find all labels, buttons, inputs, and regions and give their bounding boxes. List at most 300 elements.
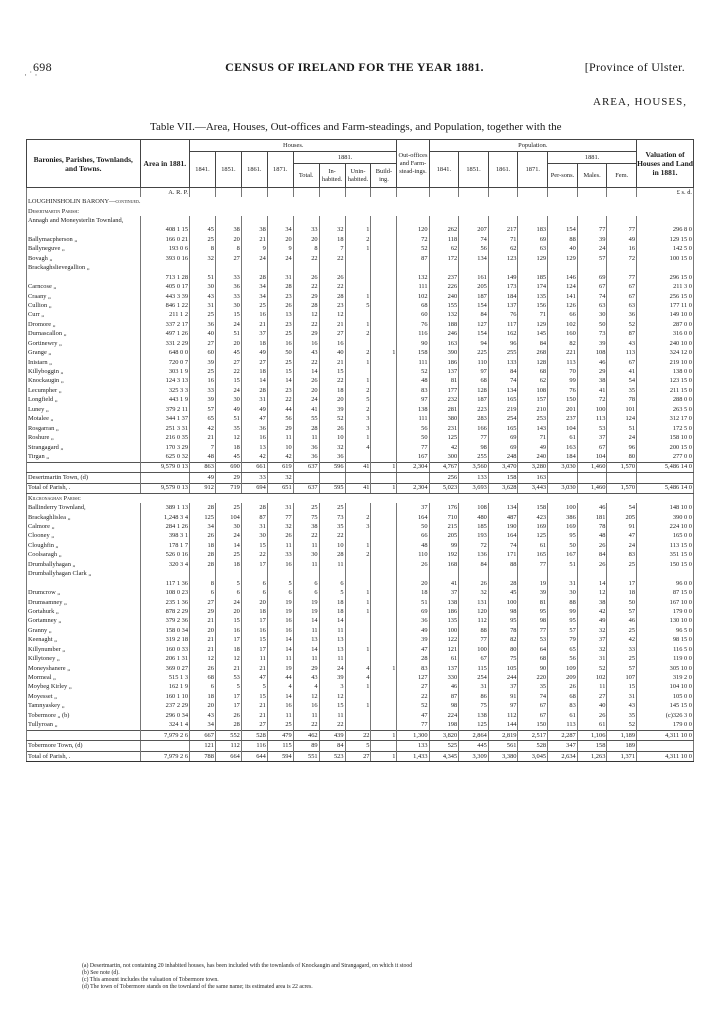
- data-cell: 8: [293, 245, 319, 254]
- data-cell: [607, 473, 637, 483]
- data-cell: 51: [190, 273, 216, 282]
- data-cell: 83: [397, 664, 429, 673]
- data-cell: 52: [319, 415, 345, 424]
- units-lsd: £ s. d.: [637, 188, 694, 198]
- data-cell: 20: [319, 396, 345, 405]
- data-cell: 165: [488, 396, 518, 405]
- area-cell: 720 0 7: [140, 358, 189, 367]
- col-building: Build-ing.: [371, 164, 397, 188]
- row-label: Drumcrow „: [27, 588, 141, 597]
- row-label: Desertmartin Town, (d): [27, 473, 141, 483]
- data-cell: 76: [548, 386, 578, 395]
- data-cell: 28: [241, 503, 267, 512]
- data-cell: 5: [215, 579, 241, 588]
- row-label: Ballyneguve „: [27, 245, 141, 254]
- data-cell: 1,263: [577, 751, 607, 761]
- data-cell: [345, 264, 371, 273]
- data-cell: 77: [607, 273, 637, 282]
- data-cell: 87: [429, 692, 459, 701]
- row-label: [27, 273, 141, 282]
- table-row: [27, 654, 694, 663]
- data-cell: [518, 264, 548, 273]
- data-cell: 136: [459, 551, 489, 560]
- data-cell: 68: [190, 673, 216, 682]
- data-cell: 51: [548, 560, 578, 569]
- data-cell: [371, 254, 397, 263]
- data-cell: 237: [548, 415, 578, 424]
- data-cell: 33: [293, 226, 319, 235]
- col-persons: Per-sons.: [548, 164, 578, 188]
- data-cell: 90: [518, 664, 548, 673]
- row-label: Strangagard „: [27, 443, 141, 452]
- data-cell: 1,106: [577, 730, 607, 740]
- data-cell: 160: [548, 330, 578, 339]
- table-row: [27, 664, 694, 673]
- data-cell: 34: [190, 721, 216, 731]
- data-cell: 50: [548, 541, 578, 550]
- data-cell: 16: [607, 245, 637, 254]
- data-cell: 710: [429, 513, 459, 522]
- data-cell: 262: [429, 226, 459, 235]
- data-cell: 305 10 0: [637, 664, 694, 673]
- area-cell: 319 2 18: [140, 636, 189, 645]
- data-cell: 20: [397, 579, 429, 588]
- data-cell: 3,470: [488, 462, 518, 472]
- data-cell: 21: [241, 320, 267, 329]
- data-cell: 187: [459, 396, 489, 405]
- data-cell: [429, 570, 459, 579]
- data-cell: 11: [267, 711, 293, 720]
- data-cell: 31: [241, 522, 267, 531]
- data-cell: 40: [319, 348, 345, 357]
- data-cell: 52: [397, 367, 429, 376]
- data-cell: 35: [607, 711, 637, 720]
- area-cell: 398 3 1: [140, 532, 189, 541]
- data-cell: [429, 264, 459, 273]
- data-cell: 158 10 0: [637, 433, 694, 442]
- data-cell: 154: [459, 301, 489, 310]
- table-row: [27, 452, 694, 462]
- data-cell: 18: [241, 367, 267, 376]
- data-cell: 189: [607, 741, 637, 751]
- table-row: [27, 513, 694, 522]
- data-cell: 54: [607, 503, 637, 512]
- data-cell: 38: [293, 522, 319, 531]
- data-cell: 67: [518, 702, 548, 711]
- data-cell: 70: [548, 367, 578, 376]
- data-cell: 45: [215, 348, 241, 357]
- data-cell: 76: [397, 320, 429, 329]
- data-cell: 36: [293, 443, 319, 452]
- data-cell: [371, 415, 397, 424]
- data-cell: 20: [215, 339, 241, 348]
- data-cell: 188: [429, 320, 459, 329]
- data-cell: 15: [319, 702, 345, 711]
- data-cell: 263 5 0: [637, 405, 694, 414]
- data-cell: [345, 254, 371, 263]
- data-cell: [371, 282, 397, 291]
- data-cell: 90: [397, 339, 429, 348]
- data-cell: 22: [397, 692, 429, 701]
- footnotes: [82, 963, 412, 991]
- data-cell: 14: [293, 645, 319, 654]
- data-cell: [293, 570, 319, 579]
- data-cell: 25: [607, 654, 637, 663]
- data-cell: 137: [429, 664, 459, 673]
- table-row: [27, 235, 694, 244]
- area-cell: 170 3 29: [140, 443, 189, 452]
- data-cell: 4,311 10 0: [637, 730, 694, 740]
- data-cell: [371, 626, 397, 635]
- data-cell: 35: [215, 424, 241, 433]
- data-cell: 595: [319, 483, 345, 493]
- data-cell: 31: [241, 396, 267, 405]
- data-cell: 528: [518, 741, 548, 751]
- col-inhabited: In-habited.: [319, 164, 345, 188]
- area-cell: 320 3 4: [140, 560, 189, 569]
- data-cell: 21: [190, 617, 216, 626]
- data-cell: 525: [429, 741, 459, 751]
- data-cell: 104: [215, 513, 241, 522]
- data-cell: 386: [548, 513, 578, 522]
- data-cell: 75: [293, 513, 319, 522]
- data-cell: 154: [459, 330, 489, 339]
- data-cell: 96 5 0: [637, 626, 694, 635]
- data-cell: 124: [548, 282, 578, 291]
- row-label: Moybeg Kirley „: [27, 683, 141, 692]
- data-cell: 619: [267, 462, 293, 472]
- data-cell: 98: [518, 617, 548, 626]
- data-cell: 22: [215, 367, 241, 376]
- data-cell: [637, 741, 694, 751]
- table-row: [27, 462, 694, 472]
- data-cell: 100 15 0: [637, 254, 694, 263]
- data-cell: 25: [607, 560, 637, 569]
- data-cell: [371, 522, 397, 531]
- data-cell: [371, 741, 397, 751]
- data-cell: 25: [241, 301, 267, 310]
- data-cell: [371, 311, 397, 320]
- data-cell: [371, 673, 397, 682]
- data-cell: 113: [577, 415, 607, 424]
- area-cell: 178 1 7: [140, 541, 189, 550]
- table-row: [27, 473, 694, 483]
- area-cell: 124 3 13: [140, 377, 189, 386]
- data-cell: 149: [488, 273, 518, 282]
- data-cell: 39: [577, 339, 607, 348]
- table-row: [27, 443, 694, 452]
- data-cell: 1,433: [397, 751, 429, 761]
- data-cell: 105 0 0: [637, 692, 694, 701]
- data-cell: 74: [518, 692, 548, 701]
- row-label: Calmore „: [27, 522, 141, 531]
- data-cell: 47: [241, 415, 267, 424]
- data-cell: 167 10 0: [637, 598, 694, 607]
- data-cell: [371, 607, 397, 616]
- data-cell: 29: [293, 664, 319, 673]
- data-cell: 15: [267, 367, 293, 376]
- data-cell: 47: [607, 532, 637, 541]
- data-cell: 49: [607, 235, 637, 244]
- data-cell: 14: [267, 377, 293, 386]
- data-cell: 22: [267, 396, 293, 405]
- data-cell: 68: [548, 692, 578, 701]
- data-cell: 112: [215, 741, 241, 751]
- data-cell: 121: [190, 741, 216, 751]
- data-cell: 25: [267, 358, 293, 367]
- data-cell: [293, 473, 319, 483]
- data-cell: 36: [190, 320, 216, 329]
- data-cell: 561: [488, 741, 518, 751]
- row-label: Moneyshanere „: [27, 664, 141, 673]
- data-cell: 146: [548, 273, 578, 282]
- data-cell: 20: [267, 235, 293, 244]
- data-cell: 84: [319, 741, 345, 751]
- footnote: (d) The town of Tobermore stands on the townland of the same name; its estimated area is 22 acres.: [82, 984, 313, 990]
- data-cell: 11: [293, 541, 319, 550]
- data-cell: [293, 264, 319, 273]
- area-cell: 526 0 16: [140, 551, 189, 560]
- data-cell: [345, 617, 371, 626]
- data-cell: 113: [607, 348, 637, 357]
- data-cell: [459, 570, 489, 579]
- data-cell: 132: [397, 273, 429, 282]
- data-cell: 6: [293, 579, 319, 588]
- data-cell: 14: [267, 645, 293, 654]
- table-row: [27, 522, 694, 531]
- data-cell: 110: [459, 358, 489, 367]
- data-cell: 77: [459, 433, 489, 442]
- data-cell: 60: [190, 348, 216, 357]
- area-cell: 497 1 26: [140, 330, 189, 339]
- data-cell: 17: [241, 617, 267, 626]
- data-cell: 83: [548, 702, 578, 711]
- data-cell: 138: [429, 598, 459, 607]
- data-cell: 26: [397, 560, 429, 569]
- table-row: [27, 588, 694, 597]
- data-cell: 125: [459, 721, 489, 731]
- data-cell: 41: [345, 462, 371, 472]
- table-row: [27, 692, 694, 701]
- row-label: [27, 462, 141, 472]
- data-cell: 462: [293, 730, 319, 740]
- area-cell: 324 1 4: [140, 721, 189, 731]
- data-cell: 28: [319, 551, 345, 560]
- data-cell: 113: [548, 721, 578, 731]
- data-cell: 21: [241, 235, 267, 244]
- data-cell: [371, 358, 397, 367]
- data-cell: 190: [488, 522, 518, 531]
- data-cell: 300: [429, 452, 459, 462]
- data-cell: 219 10 0: [637, 358, 694, 367]
- area-cell: 515 1 3: [140, 673, 189, 682]
- data-cell: 33: [241, 473, 267, 483]
- data-cell: 637: [293, 483, 319, 493]
- data-cell: 95: [548, 617, 578, 626]
- data-cell: 33: [215, 273, 241, 282]
- data-cell: 49: [397, 626, 429, 635]
- data-cell: 24: [607, 433, 637, 442]
- data-cell: 50: [267, 348, 293, 357]
- data-cell: [319, 570, 345, 579]
- table-row: [27, 617, 694, 626]
- page-title: CENSUS OF IRELAND FOR THE YEAR 1881.: [225, 60, 484, 74]
- data-cell: 18: [607, 588, 637, 597]
- area-cell: 337 2 17: [140, 320, 189, 329]
- data-cell: 53: [577, 424, 607, 433]
- data-cell: [371, 367, 397, 376]
- data-cell: [345, 579, 371, 588]
- row-label: Longfield „: [27, 396, 141, 405]
- data-cell: 25: [215, 503, 241, 512]
- data-cell: [429, 216, 459, 225]
- data-cell: 135: [429, 617, 459, 626]
- data-cell: 98: [429, 702, 459, 711]
- data-cell: 26: [577, 560, 607, 569]
- col-p1881: 1881.: [548, 152, 637, 164]
- data-cell: 28: [293, 301, 319, 310]
- data-cell: 193: [459, 532, 489, 541]
- data-cell: 63: [607, 301, 637, 310]
- data-cell: 74: [488, 377, 518, 386]
- data-cell: 56: [267, 415, 293, 424]
- data-cell: 13: [319, 645, 345, 654]
- data-cell: [488, 570, 518, 579]
- data-cell: 116: [397, 330, 429, 339]
- data-cell: 155: [429, 301, 459, 310]
- row-label: [27, 226, 141, 235]
- data-cell: 111: [397, 282, 429, 291]
- data-cell: [637, 570, 694, 579]
- data-cell: 66: [548, 311, 578, 320]
- data-cell: 2: [345, 348, 371, 357]
- data-cell: 78: [488, 626, 518, 635]
- data-cell: 26: [319, 424, 345, 433]
- data-cell: 19: [293, 607, 319, 616]
- data-cell: 174: [518, 282, 548, 291]
- data-cell: [371, 551, 397, 560]
- data-cell: 186: [429, 358, 459, 367]
- data-cell: 22: [241, 551, 267, 560]
- col-h1851: 1851.: [215, 152, 241, 188]
- data-cell: 30: [190, 282, 216, 291]
- data-cell: 11: [319, 626, 345, 635]
- table-row: [27, 405, 694, 414]
- data-cell: 21: [190, 645, 216, 654]
- data-cell: 21: [190, 433, 216, 442]
- data-cell: 138: [459, 711, 489, 720]
- data-cell: 16: [267, 626, 293, 635]
- data-cell: [371, 702, 397, 711]
- data-cell: 164: [397, 513, 429, 522]
- data-cell: 49: [190, 473, 216, 483]
- data-cell: 36: [607, 311, 637, 320]
- area-cell: 296 0 34: [140, 711, 189, 720]
- data-cell: [267, 216, 293, 225]
- data-cell: 27: [215, 254, 241, 263]
- data-cell: 55: [293, 415, 319, 424]
- table-row: [27, 245, 694, 254]
- data-cell: 210: [518, 405, 548, 414]
- data-cell: 5: [319, 588, 345, 597]
- data-cell: 25: [215, 551, 241, 560]
- data-cell: [371, 473, 397, 483]
- data-cell: [345, 654, 371, 663]
- data-cell: 27: [577, 692, 607, 701]
- data-cell: 209: [548, 673, 578, 682]
- data-cell: 28: [267, 282, 293, 291]
- data-cell: 15: [607, 683, 637, 692]
- data-cell: 12: [319, 311, 345, 320]
- data-cell: 219: [488, 405, 518, 414]
- data-cell: 11: [293, 711, 319, 720]
- data-cell: 48: [577, 532, 607, 541]
- data-cell: 16: [241, 626, 267, 635]
- data-cell: 637: [293, 462, 319, 472]
- data-cell: [371, 396, 397, 405]
- data-cell: 65: [548, 645, 578, 654]
- data-cell: 23: [267, 386, 293, 395]
- data-cell: 16: [267, 617, 293, 626]
- col-area: Area in 1881.: [140, 140, 189, 188]
- data-cell: 49: [577, 617, 607, 626]
- data-cell: 43: [190, 292, 216, 301]
- row-label: Gortahurk „: [27, 607, 141, 616]
- area-cell: 108 0 23: [140, 588, 189, 597]
- section-label: LOUGHINSHOLIN BARONY—continued.: [27, 197, 694, 206]
- col-h1861: 1861.: [241, 152, 267, 188]
- data-cell: 231: [429, 424, 459, 433]
- data-cell: 15: [241, 636, 267, 645]
- data-cell: 25: [190, 235, 216, 244]
- data-cell: 27: [190, 339, 216, 348]
- data-cell: 38: [215, 226, 241, 235]
- data-cell: 15: [241, 541, 267, 550]
- table-row: [27, 741, 694, 751]
- area-cell: 379 2 11: [140, 405, 189, 414]
- footnote: (b) See note (d).: [82, 970, 120, 976]
- data-cell: 56: [548, 654, 578, 663]
- area-cell: 235 1 36: [140, 598, 189, 607]
- area-cell: 325 3 3: [140, 386, 189, 395]
- data-cell: 149 10 0: [637, 311, 694, 320]
- data-cell: 50: [397, 433, 429, 442]
- data-cell: 53: [518, 636, 548, 645]
- data-cell: 169: [518, 522, 548, 531]
- row-label: Durnascallon „: [27, 330, 141, 339]
- data-cell: 423: [518, 513, 548, 522]
- data-cell: 6: [215, 588, 241, 597]
- table-row: [27, 532, 694, 541]
- data-cell: 14: [293, 367, 319, 376]
- data-cell: 133: [459, 473, 489, 483]
- data-cell: 1: [371, 751, 397, 761]
- area-cell: 713 1 28: [140, 273, 189, 282]
- data-cell: 11: [319, 560, 345, 569]
- data-cell: [548, 570, 578, 579]
- data-cell: 69: [488, 433, 518, 442]
- data-cell: 186: [429, 607, 459, 616]
- data-cell: 95: [488, 617, 518, 626]
- table-row: [27, 226, 694, 235]
- col-baronies: Baronies, Parishes, Townlands, and Towns.: [27, 140, 141, 188]
- data-cell: 143: [518, 424, 548, 433]
- data-cell: 104: [548, 424, 578, 433]
- data-cell: 104 10 0: [637, 683, 694, 692]
- data-cell: 28: [190, 503, 216, 512]
- data-cell: 9: [267, 245, 293, 254]
- data-cell: 34: [190, 522, 216, 531]
